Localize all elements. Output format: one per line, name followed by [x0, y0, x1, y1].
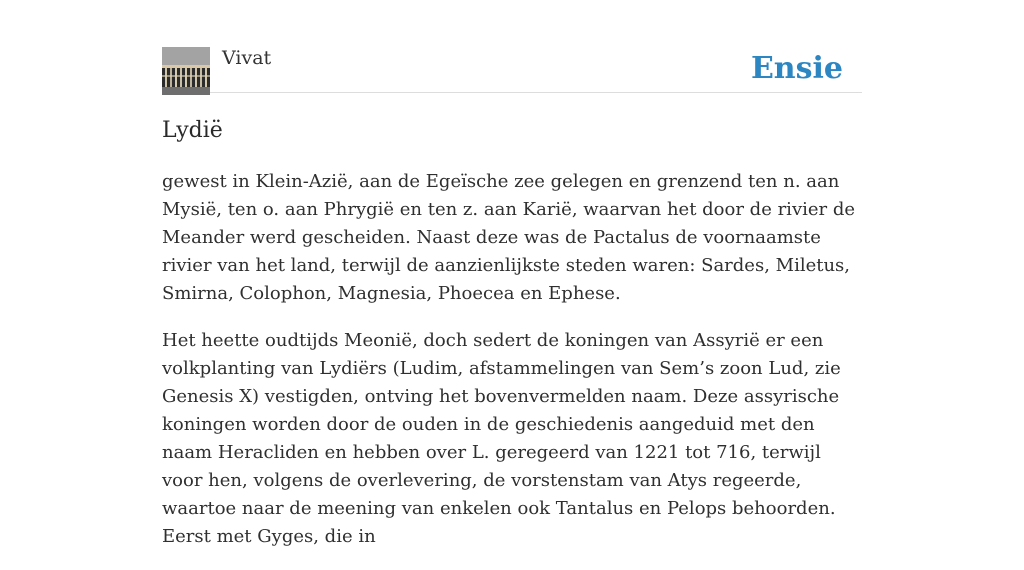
article-header: [162, 0, 862, 93]
article-body: [162, 168, 862, 570]
article-page: [162, 0, 862, 547]
author-avatar[interactable]: [162, 47, 210, 95]
article-title: Lydië: [162, 118, 223, 143]
article-paragraph: gewest in Klein-Azië, aan de Egeïsche zee gelegen en grenzend ten n. aan Mysië, ten o. aan Phrygië en ten z. aan Karië, waarvan het door de rivier de Meander werd gescheiden. Naast deze was de Pactalus de voornaamste rivier van het land, terwijl de aanzienlijkste steden waren: Sardes, Miletus, Smirna, Colophon, Magnesia, Phoecea en Ephese.: [162, 171, 856, 304]
book-spines-avatar-icon: [162, 47, 210, 95]
author-name[interactable]: Vivat: [222, 47, 272, 69]
article-paragraph: Het heette oudtijds Meonië, doch sedert de koningen van Assyrië er een volkplanting van Lydiërs (Ludim, afstammelingen van Sem’s zoon Lud, zie Genesis X) vestigden, ontving het bovenvermelden naam. Deze assyrische koningen worden door de ouden in de geschiedenis aangeduid met den naam Heracliden en hebben over L. geregeerd van 1221 tot 716, terwijl voor hen, volgens de overlevering, de vorstenstam van Atys regeerde, waartoe naar de meening van enkelen ook Tantalus en Pelops behoorden. Eerst met Gyges, die in: [162, 330, 841, 547]
brand-logo[interactable]: Ensie: [750, 51, 843, 86]
